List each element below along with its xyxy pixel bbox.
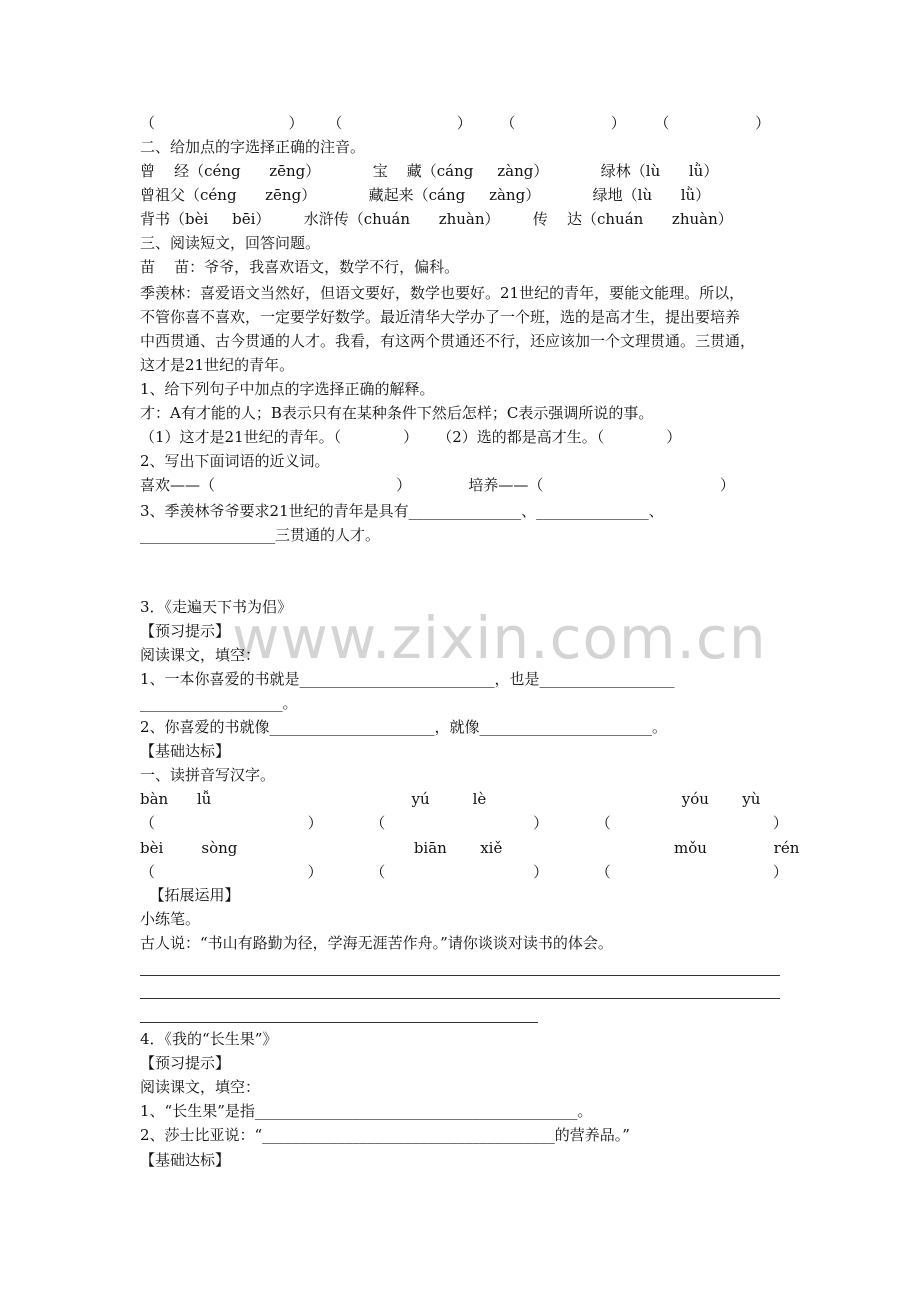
lesson-title: 4．《我的“长生果”》 [140,1030,278,1048]
instruction: 阅读课文，填空： [140,646,261,664]
question-line: 古人说：“书山有路勤为径，学海无涯苦作舟。”请你谈谈对读书的体会。 [140,934,613,952]
passage-line: 不管你喜不喜欢，一定要学好数学。最近清华大学办了一个班，选的是高才生，提出要培养 [140,308,741,326]
passage-line: 中西贯通、古今贯通的人才。我看，有这两个贯通还不行，还应该加一个文理贯通。三贯通， [140,332,756,350]
pinyin-answer-row: （ ） （ ） （ ） （ ） [140,114,771,132]
question-line: ___________________。 [140,694,298,712]
section-heading: 三、阅读短文，回答问题。 [140,234,321,252]
lesson-title: 3．《走遍天下书为侣》 [140,598,293,616]
answer-line [140,975,780,976]
pinyin-answer-row: （ ） （ ） （ ） [140,863,788,881]
subheading: 【预习提示】 [140,622,231,640]
passage-line: 这才是21世纪的青年。 [140,356,295,374]
subheading: 【基础达标】 [140,1151,231,1169]
pinyin-row: bèi sòng biān xiě mǒu rén [140,839,800,857]
subheading: 【基础达标】 [140,742,231,760]
question-line: __________________三贯通的人才。 [140,526,381,544]
section-heading: 二、给加点的字选择正确的注音。 [140,138,366,156]
subheading: 【预习提示】 [140,1054,231,1072]
section-heading: 一、读拼音写汉字。 [140,766,276,784]
answer-line [140,998,780,999]
question-line: 2、莎士比亚说：“_______________________________________的营养品。” [140,1126,630,1144]
instruction: 阅读课文，填空： [140,1078,261,1096]
question-line: 2、你喜爱的书就像______________________，就像_______________________。 [140,718,668,736]
passage-line: 苗 苗：爷爷，我喜欢语文，数学不行，偏科。 [140,258,460,276]
question-line: 2、写出下面词语的近义词。 [140,452,330,470]
question-line: 背书（bèi bēi） 水浒传（chuán zhuàn） 传 达（chuán zhuàn） [140,210,733,228]
question-line: 1、给下列句子中加点的字选择正确的解释。 [140,380,435,398]
answer-line [140,1022,538,1023]
subheading: 【拓展运用】 [140,886,240,904]
question-line: 才：A有才能的人；B表示只有在某种条件下然后怎样；C表示强调所说的事。 [140,404,654,422]
question-line: 曾祖父（céng zēng） 藏起来（cáng zàng） 绿地（lù lǜ） [140,186,711,204]
question-line: （1）这才是21世纪的青年。（ ） （2）选的都是高才生。（ ） [140,428,682,446]
passage-line: 季羡林：喜爱语文当然好，但语文要好，数学也要好。21世纪的青年，要能文能理。所以， [140,284,745,302]
question-line: 1、“长生果”是指___________________________________________。 [140,1102,593,1120]
pinyin-row: bàn lǚ yú lè yóu yù [140,790,761,808]
question-line: 3、季羡林爷爷要求21世纪的青年是具有_______________、_______________、 [140,502,664,520]
instruction: 小练笔。 [140,910,201,928]
question-line: 喜欢——（ ） 培养——（ ） [140,476,735,494]
question-line: 1、一本你喜爱的书就是__________________________，也是__________________ [140,670,675,688]
pinyin-answer-row: （ ） （ ） （ ） [140,814,788,832]
watermark: www.zixin.com.cn [232,604,767,672]
question-line: 曾 经（céng zēng） 宝 藏（cáng zàng） 绿林（lù lǜ） [140,162,719,180]
